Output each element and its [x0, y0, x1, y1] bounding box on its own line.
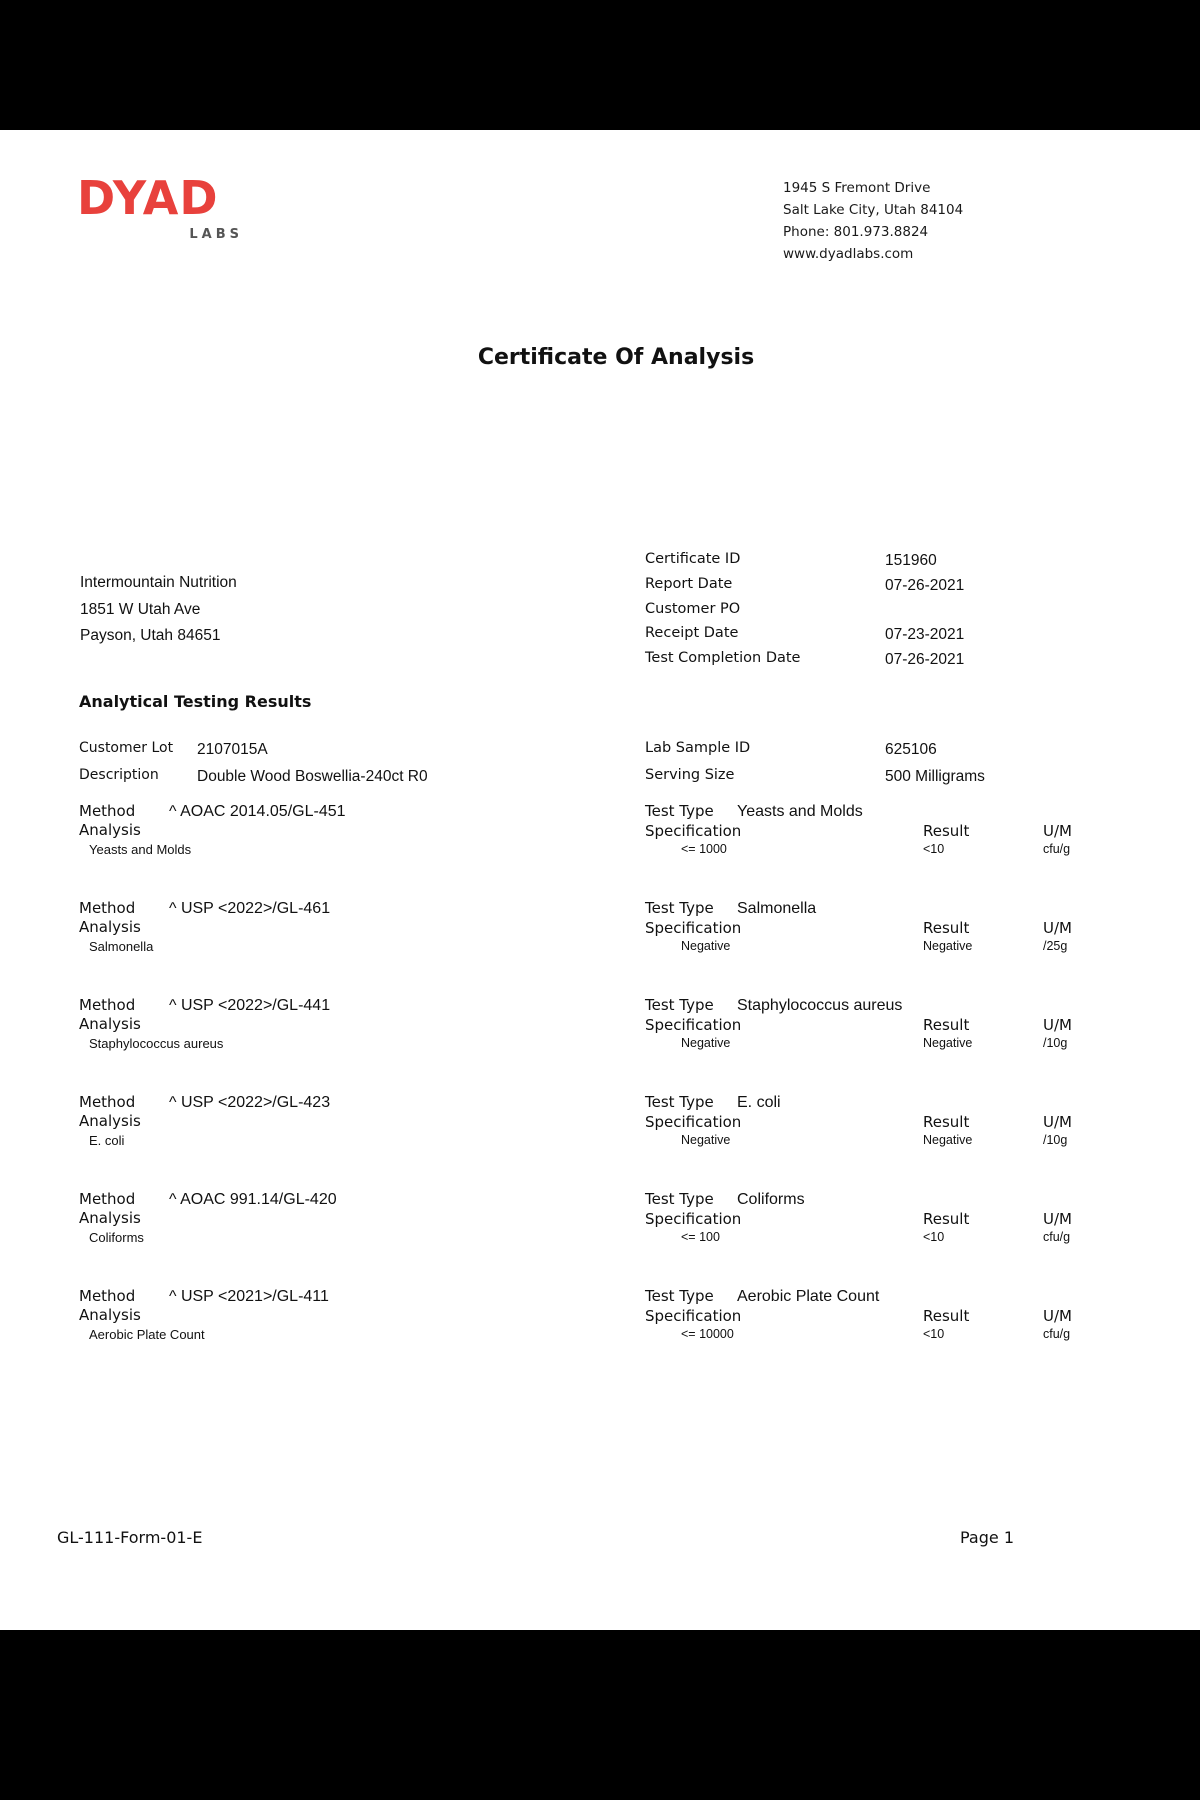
label-method: Method	[79, 1190, 136, 1208]
label-analysis: Analysis	[79, 821, 141, 839]
meta-row	[645, 647, 964, 672]
section-title: Analytical Testing Results	[79, 692, 312, 711]
test-result-block	[645, 1287, 1115, 1341]
meta-row	[645, 622, 964, 647]
label-test-type: Test Type	[645, 996, 714, 1014]
result-header-row	[645, 1016, 1115, 1034]
meta-label-report-date: Report Date	[645, 576, 733, 593]
sample-info-right	[645, 736, 985, 790]
test-method-block	[79, 1287, 599, 1342]
result-value-row	[645, 1036, 1115, 1050]
test-type-line	[645, 1093, 1115, 1112]
test-method-block	[79, 996, 599, 1051]
method-line	[79, 996, 599, 1015]
label-analysis: Analysis	[79, 1112, 141, 1130]
meta-row	[645, 573, 964, 598]
value-um: /10g	[1043, 1036, 1068, 1050]
value-specification: <= 1000	[681, 842, 727, 856]
method-line	[79, 1287, 599, 1306]
certificate-meta	[645, 548, 964, 672]
value-lab-sample-id: 625106	[885, 741, 937, 758]
test-result-block	[645, 899, 1115, 953]
header-um: U/M	[1043, 1210, 1072, 1228]
label-test-type: Test Type	[645, 1287, 714, 1305]
page-title	[0, 345, 1200, 370]
method-line	[79, 1093, 599, 1112]
value-specification: Negative	[681, 1036, 731, 1050]
value-method: ^ AOAC 991.14/GL-420	[169, 1191, 337, 1208]
header-result: Result	[923, 1113, 970, 1131]
header-um: U/M	[1043, 919, 1072, 937]
label-test-type: Test Type	[645, 802, 714, 820]
header-specification: Specification	[645, 1113, 742, 1131]
test-row	[0, 996, 1200, 1093]
footer-form-id: GL-111-Form-01-E	[57, 1528, 203, 1547]
meta-label-certificate-id: Certificate ID	[645, 551, 741, 567]
meta-label-customer-po: Customer PO	[645, 601, 741, 618]
value-serving-size: 500 Milligrams	[885, 768, 985, 786]
sample-row-customer-lot	[79, 736, 428, 763]
result-value-row	[645, 939, 1115, 953]
result-header-row	[645, 822, 1115, 840]
customer-block	[80, 570, 237, 650]
value-method: ^ USP <2021>/GL-411	[169, 1288, 329, 1305]
test-results-list	[0, 802, 1200, 1384]
test-type-line	[645, 899, 1115, 918]
value-um: cfu/g	[1043, 842, 1071, 856]
value-test-type: Coliforms	[737, 1191, 805, 1208]
value-um: /10g	[1043, 1133, 1068, 1147]
label-analysis: Analysis	[79, 1015, 141, 1033]
value-specification: <= 10000	[681, 1327, 734, 1341]
test-method-block	[79, 899, 599, 954]
label-method: Method	[79, 802, 136, 820]
value-method: ^ USP <2022>/GL-441	[169, 997, 331, 1014]
company-logo	[77, 171, 267, 242]
value-um: cfu/g	[1043, 1327, 1071, 1341]
address-phone: Phone: 801.973.8824	[783, 223, 929, 240]
test-row	[0, 1093, 1200, 1190]
value-method: ^ AOAC 2014.05/GL-451	[169, 803, 346, 820]
value-analysis: Staphylococcus aureus	[89, 1036, 224, 1051]
header-result: Result	[923, 1210, 970, 1228]
logo-wordmark: DYAD	[77, 171, 219, 225]
label-method: Method	[79, 996, 136, 1014]
document-page	[0, 130, 1200, 1630]
test-result-block	[645, 802, 1115, 856]
value-result: Negative	[923, 1036, 973, 1050]
label-method: Method	[79, 1093, 136, 1111]
address-website: www.dyadlabs.com	[783, 245, 914, 262]
value-test-type: Aerobic Plate Count	[737, 1288, 880, 1305]
test-type-line	[645, 1287, 1115, 1306]
header-um: U/M	[1043, 1113, 1072, 1131]
logo-subtext: LABS	[189, 227, 243, 242]
label-method: Method	[79, 899, 136, 917]
company-address	[783, 178, 963, 265]
label-customer-lot: Customer Lot	[79, 740, 174, 756]
value-analysis: Salmonella	[89, 939, 154, 954]
value-um: /25g	[1043, 939, 1068, 953]
result-value-row	[645, 1133, 1115, 1147]
header-result: Result	[923, 1307, 970, 1325]
header-um: U/M	[1043, 1016, 1072, 1034]
method-line	[79, 802, 599, 821]
value-method: ^ USP <2022>/GL-423	[169, 1094, 331, 1111]
header-specification: Specification	[645, 1307, 742, 1325]
method-line	[79, 899, 599, 918]
value-customer-lot: 2107015A	[197, 741, 268, 758]
value-specification: <= 100	[681, 1230, 720, 1244]
meta-row	[645, 548, 964, 573]
header-specification: Specification	[645, 919, 742, 937]
label-serving-size: Serving Size	[645, 767, 735, 784]
result-header-row	[645, 1113, 1115, 1131]
label-description: Description	[79, 767, 159, 784]
label-analysis: Analysis	[79, 1209, 141, 1227]
result-value-row	[645, 1230, 1115, 1244]
test-row	[0, 1287, 1200, 1384]
result-header-row	[645, 1210, 1115, 1228]
value-specification: Negative	[681, 1133, 731, 1147]
test-result-block	[645, 996, 1115, 1050]
value-result: Negative	[923, 1133, 973, 1147]
address-line-1: 1945 S Fremont Drive	[783, 180, 931, 196]
result-header-row	[645, 919, 1115, 937]
sample-row-serving-size	[645, 763, 985, 790]
method-line	[79, 1190, 599, 1209]
meta-row	[645, 598, 964, 621]
header-result: Result	[923, 919, 970, 937]
header-specification: Specification	[645, 1210, 742, 1228]
test-method-block	[79, 1093, 599, 1148]
test-type-line	[645, 1190, 1115, 1209]
page-content	[0, 130, 1200, 1630]
header-specification: Specification	[645, 1016, 742, 1034]
test-result-block	[645, 1093, 1115, 1147]
meta-value-receipt-date: 07-23-2021	[885, 625, 965, 643]
test-method-block	[79, 802, 599, 857]
test-row	[0, 899, 1200, 996]
value-description: Double Wood Boswellia-240ct R0	[197, 768, 428, 786]
label-lab-sample-id: Lab Sample ID	[645, 740, 751, 756]
value-analysis: Coliforms	[89, 1230, 144, 1245]
footer-page-number: Page 1	[960, 1528, 1014, 1547]
sample-row-description	[79, 763, 428, 790]
meta-value-test-completion-date: 07-26-2021	[885, 650, 965, 668]
label-test-type: Test Type	[645, 899, 714, 917]
header-um: U/M	[1043, 822, 1072, 840]
header-result: Result	[923, 1016, 970, 1034]
header-result: Result	[923, 822, 970, 840]
result-value-row	[645, 842, 1115, 856]
value-specification: Negative	[681, 939, 731, 953]
value-analysis: E. coli	[89, 1133, 125, 1148]
test-row	[0, 802, 1200, 899]
value-method: ^ USP <2022>/GL-461	[169, 900, 331, 917]
value-result: Negative	[923, 939, 973, 953]
meta-value-certificate-id: 151960	[885, 552, 937, 569]
test-method-block	[79, 1190, 599, 1245]
value-test-type: Yeasts and Molds	[737, 803, 863, 820]
value-analysis: Yeasts and Molds	[89, 842, 192, 857]
address-line-2: Salt Lake City, Utah 84104	[783, 201, 964, 218]
value-um: cfu/g	[1043, 1230, 1071, 1244]
label-test-type: Test Type	[645, 1190, 714, 1208]
label-analysis: Analysis	[79, 918, 141, 936]
value-analysis: Aerobic Plate Count	[89, 1327, 205, 1342]
test-type-line	[645, 996, 1115, 1015]
sample-row-lab-sample-id	[645, 736, 985, 763]
header-um: U/M	[1043, 1307, 1072, 1325]
value-result: <10	[923, 842, 945, 856]
test-type-line	[645, 802, 1115, 821]
result-value-row	[645, 1327, 1115, 1341]
meta-value-report-date: 07-26-2021	[885, 577, 965, 595]
label-test-type: Test Type	[645, 1093, 714, 1111]
sample-info-left	[79, 736, 428, 790]
label-method: Method	[79, 1287, 136, 1305]
value-test-type: Staphylococcus aureus	[737, 997, 903, 1014]
label-analysis: Analysis	[79, 1306, 141, 1324]
test-result-block	[645, 1190, 1115, 1244]
meta-label-receipt-date: Receipt Date	[645, 624, 739, 641]
customer-city: Payson, Utah 84651	[80, 627, 221, 645]
test-row	[0, 1190, 1200, 1287]
header-specification: Specification	[645, 822, 742, 840]
page-title-text: Certificate Of Analysis	[477, 345, 755, 370]
customer-name: Intermountain Nutrition	[80, 574, 237, 591]
value-result: <10	[923, 1327, 945, 1341]
value-test-type: E. coli	[737, 1094, 781, 1111]
result-header-row	[645, 1307, 1115, 1325]
meta-label-test-completion-date: Test Completion Date	[645, 649, 801, 666]
value-test-type: Salmonella	[737, 900, 817, 917]
value-result: <10	[923, 1230, 945, 1244]
customer-street: 1851 W Utah Ave	[80, 600, 201, 618]
